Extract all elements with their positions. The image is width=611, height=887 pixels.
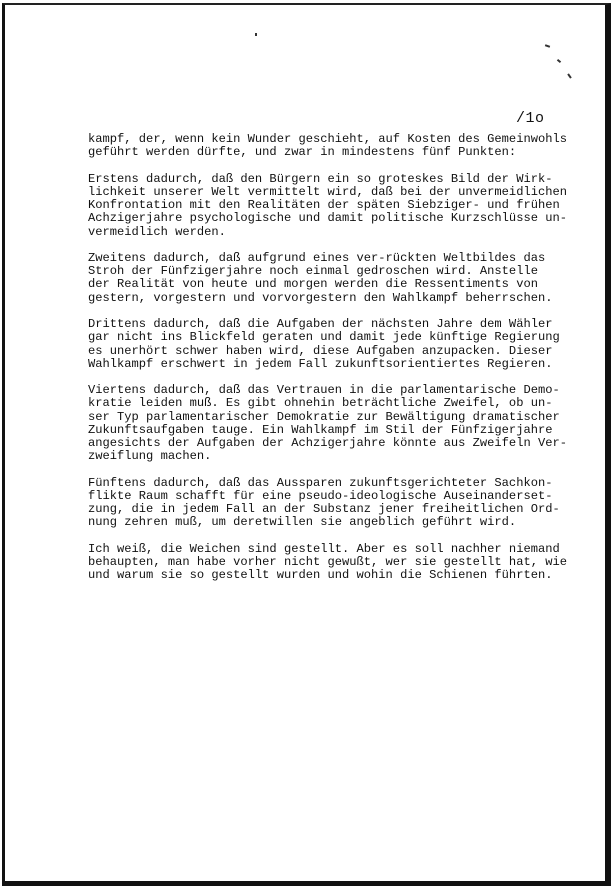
text-line: lichkeit unserer Welt vermittelt wird, daß bei der unvermeidlichen [88,184,567,199]
text-line: es unerhört schwer haben wird, diese Aufgaben anzupacken. Dieser [88,343,553,358]
text-line: vermeidlich werden. [88,224,226,239]
paragraph [88,252,568,305]
text-line: gestern, vorgestern und vorvorgestern den Wahlkampf beherrschen. [88,290,553,305]
text-line: flikte Raum schafft für eine pseudo-ideologische Auseinanderset- [88,488,553,503]
text-line: Drittens dadurch, daß die Aufgaben der nächsten Jahre dem Wähler [88,317,553,332]
paragraph [88,318,568,371]
paragraph [88,173,568,239]
text-line: angesichts der Aufgaben der Achzigerjahre könnte aus Zweifeln Ver- [88,436,567,451]
text-line: Stroh der Fünfzigerjahre noch einmal gedroschen wird. Anstelle [88,264,538,279]
text-line: kampf, der, wenn kein Wunder geschieht, auf Kosten des Gemeinwohls [88,132,567,146]
text-line: gar nicht ins Blickfeld geraten und damit jede künftige Regierung [88,330,560,345]
text-line: und warum sie so gestellt wurden und wohin die Schienen führten. [88,568,553,583]
text-line: Erstens dadurch, daß den Bürgern ein so groteskes Bild der Wirk- [88,171,553,186]
scan-speck [567,73,572,78]
text-line: Fünftens dadurch, daß das Aussparen zukunftsgerichteter Sachkon- [88,475,553,490]
paragraph [88,133,568,159]
scan-speck [255,33,257,36]
text-line: Konfrontation mit den Realitäten der späten Siebziger- und frühen [88,198,560,213]
text-line: Viertens dadurch, daß das Vertrauen in die parlamentarische Demo- [88,383,560,398]
body-text [88,133,568,596]
text-line: zweiflung machen. [88,449,212,464]
page-number: /1o [516,110,545,127]
text-line: der Realität von heute und morgen werden die Ressentiments von [88,277,538,292]
text-line: Zukunftsaufgaben tauge. Ein Wahlkampf im Stil der Fünfzigerjahre [88,422,553,437]
paragraph [88,384,568,463]
text-line: geführt werden dürfte, und zwar in mindestens fünf Punkten: [88,145,517,160]
text-line: zung, die in jedem Fall an der Substanz jener freiheitlichen Ord- [88,502,560,517]
scan-speck [545,44,550,48]
scan-speck [557,59,561,63]
text-line: behaupten, man habe vorher nicht gewußt, wer sie gestellt hat, wie [88,555,567,570]
paragraph [88,477,568,530]
text-line: Achzigerjahre psychologische und damit politische Kurzschlüsse un- [88,211,567,226]
text-line: Ich weiß, die Weichen sind gestellt. Aber es soll nachher niemand [88,541,560,556]
text-line: Zweitens dadurch, daß aufgrund eines ver-rückten Weltbildes das [88,251,546,266]
text-line: ser Typ parlamentarischer Demokratie zur Bewältigung dramatischer [88,409,560,424]
text-line: kratie leiden muß. Es gibt ohnehin beträchtliche Zweifel, ob un- [88,396,553,411]
paragraph [88,543,568,583]
text-line: Wahlkampf erschwert in jedem Fall zukunftsorientiertes Regieren. [88,356,553,371]
text-line: nung zehren muß, um deretwillen sie angeblich geführt wird. [88,515,517,530]
